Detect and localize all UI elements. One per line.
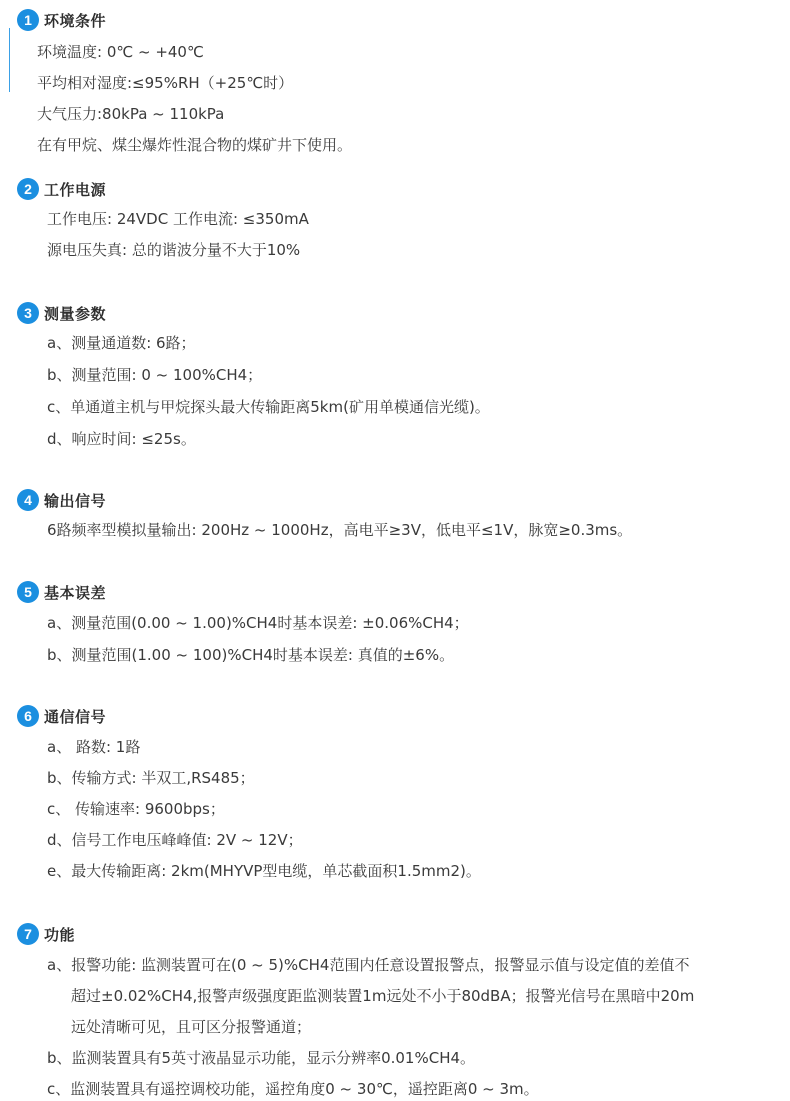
section-communication	[0, 704, 790, 880]
spec-line: 大气压力:80kPa ~ 110kPa	[37, 105, 225, 123]
section-title: 工作电源	[44, 181, 107, 199]
spec-line: b、测量范围: 0 ~ 100%CH4；	[47, 366, 263, 384]
section-header	[0, 8, 790, 32]
spec-line: d、信号工作电压峰峰值: 2V ~ 12V；	[47, 831, 303, 849]
section-header	[0, 580, 790, 604]
spec-line: c、 传输速率: 9600bps；	[47, 800, 225, 818]
section-header	[0, 704, 790, 728]
section-title: 功能	[44, 926, 76, 944]
section-functions	[0, 922, 790, 1098]
section-basic-error	[0, 580, 790, 664]
section-title: 测量参数	[44, 305, 107, 323]
spec-line: 在有甲烷、煤尘爆炸性混合物的煤矿井下使用。	[37, 136, 353, 154]
spec-line: a、测量通道数: 6路；	[47, 334, 196, 352]
section-number-badge: 2	[17, 178, 39, 200]
spec-line: a、报警功能: 监测装置可在(0 ~ 5)%CH4范围内任意设置报警点，报警显示值与设定值的差值不	[47, 956, 690, 974]
spec-line: b、测量范围(1.00 ~ 100)%CH4时基本误差: 真值的±6%。	[47, 646, 455, 664]
spec-line: b、监测装置具有5英寸液晶显示功能，显示分辨率0.01%CH4。	[47, 1049, 476, 1067]
section-title: 基本误差	[44, 584, 107, 602]
section-header	[0, 488, 790, 512]
section-header	[0, 177, 790, 201]
spec-line: d、响应时间: ≤25s。	[47, 430, 196, 448]
section-title: 环境条件	[44, 12, 107, 30]
section-number-badge: 4	[17, 489, 39, 511]
spec-line: 超过±0.02%CH4,报警声级强度距监测装置1m远处不小于80dBA；报警光信号在黑暗中20m	[71, 987, 695, 1005]
section-number-badge: 3	[17, 302, 39, 324]
section-power-supply	[0, 177, 790, 259]
spec-line: c、单通道主机与甲烷探头最大传输距离5km(矿用单模通信光缆)。	[47, 398, 490, 416]
spec-line: e、最大传输距离: 2km(MHYVP型电缆，单芯截面积1.5mm2)。	[47, 862, 481, 880]
section-number-badge: 6	[17, 705, 39, 727]
section-title: 输出信号	[44, 492, 107, 510]
section-environment	[0, 8, 790, 154]
section-number-badge: 1	[17, 9, 39, 31]
spec-line: c、监测装置具有遥控调校功能，遥控角度0 ~ 30℃，遥控距离0 ~ 3m。	[47, 1080, 539, 1098]
spec-line: 环境温度: 0℃ ~ +40℃	[37, 43, 204, 61]
section-number-badge: 5	[17, 581, 39, 603]
section-output-signal	[0, 488, 790, 539]
left-accent-line	[9, 28, 10, 92]
section-header	[0, 922, 790, 946]
section-measurement	[0, 301, 790, 448]
spec-line: 工作电压: 24VDC 工作电流: ≤350mA	[47, 210, 309, 228]
spec-line: 6路频率型模拟量输出: 200Hz ~ 1000Hz，高电平≥3V，低电平≤1V，脉宽≥0.3ms。	[47, 521, 633, 539]
spec-line: 源电压失真: 总的谐波分量不大于10%	[47, 241, 301, 259]
spec-line: 远处清晰可见，且可区分报警通道；	[71, 1018, 312, 1036]
section-header	[0, 301, 790, 325]
spec-line: a、 路数: 1路	[47, 738, 141, 756]
section-number-badge: 7	[17, 923, 39, 945]
spec-line: 平均相对湿度:≤95%RH（+25℃时）	[37, 74, 294, 92]
spec-line: b、传输方式: 半双工,RS485；	[47, 769, 255, 787]
spec-line: a、测量范围(0.00 ~ 1.00)%CH4时基本误差: ±0.06%CH4；	[47, 614, 469, 632]
section-title: 通信信号	[44, 708, 107, 726]
